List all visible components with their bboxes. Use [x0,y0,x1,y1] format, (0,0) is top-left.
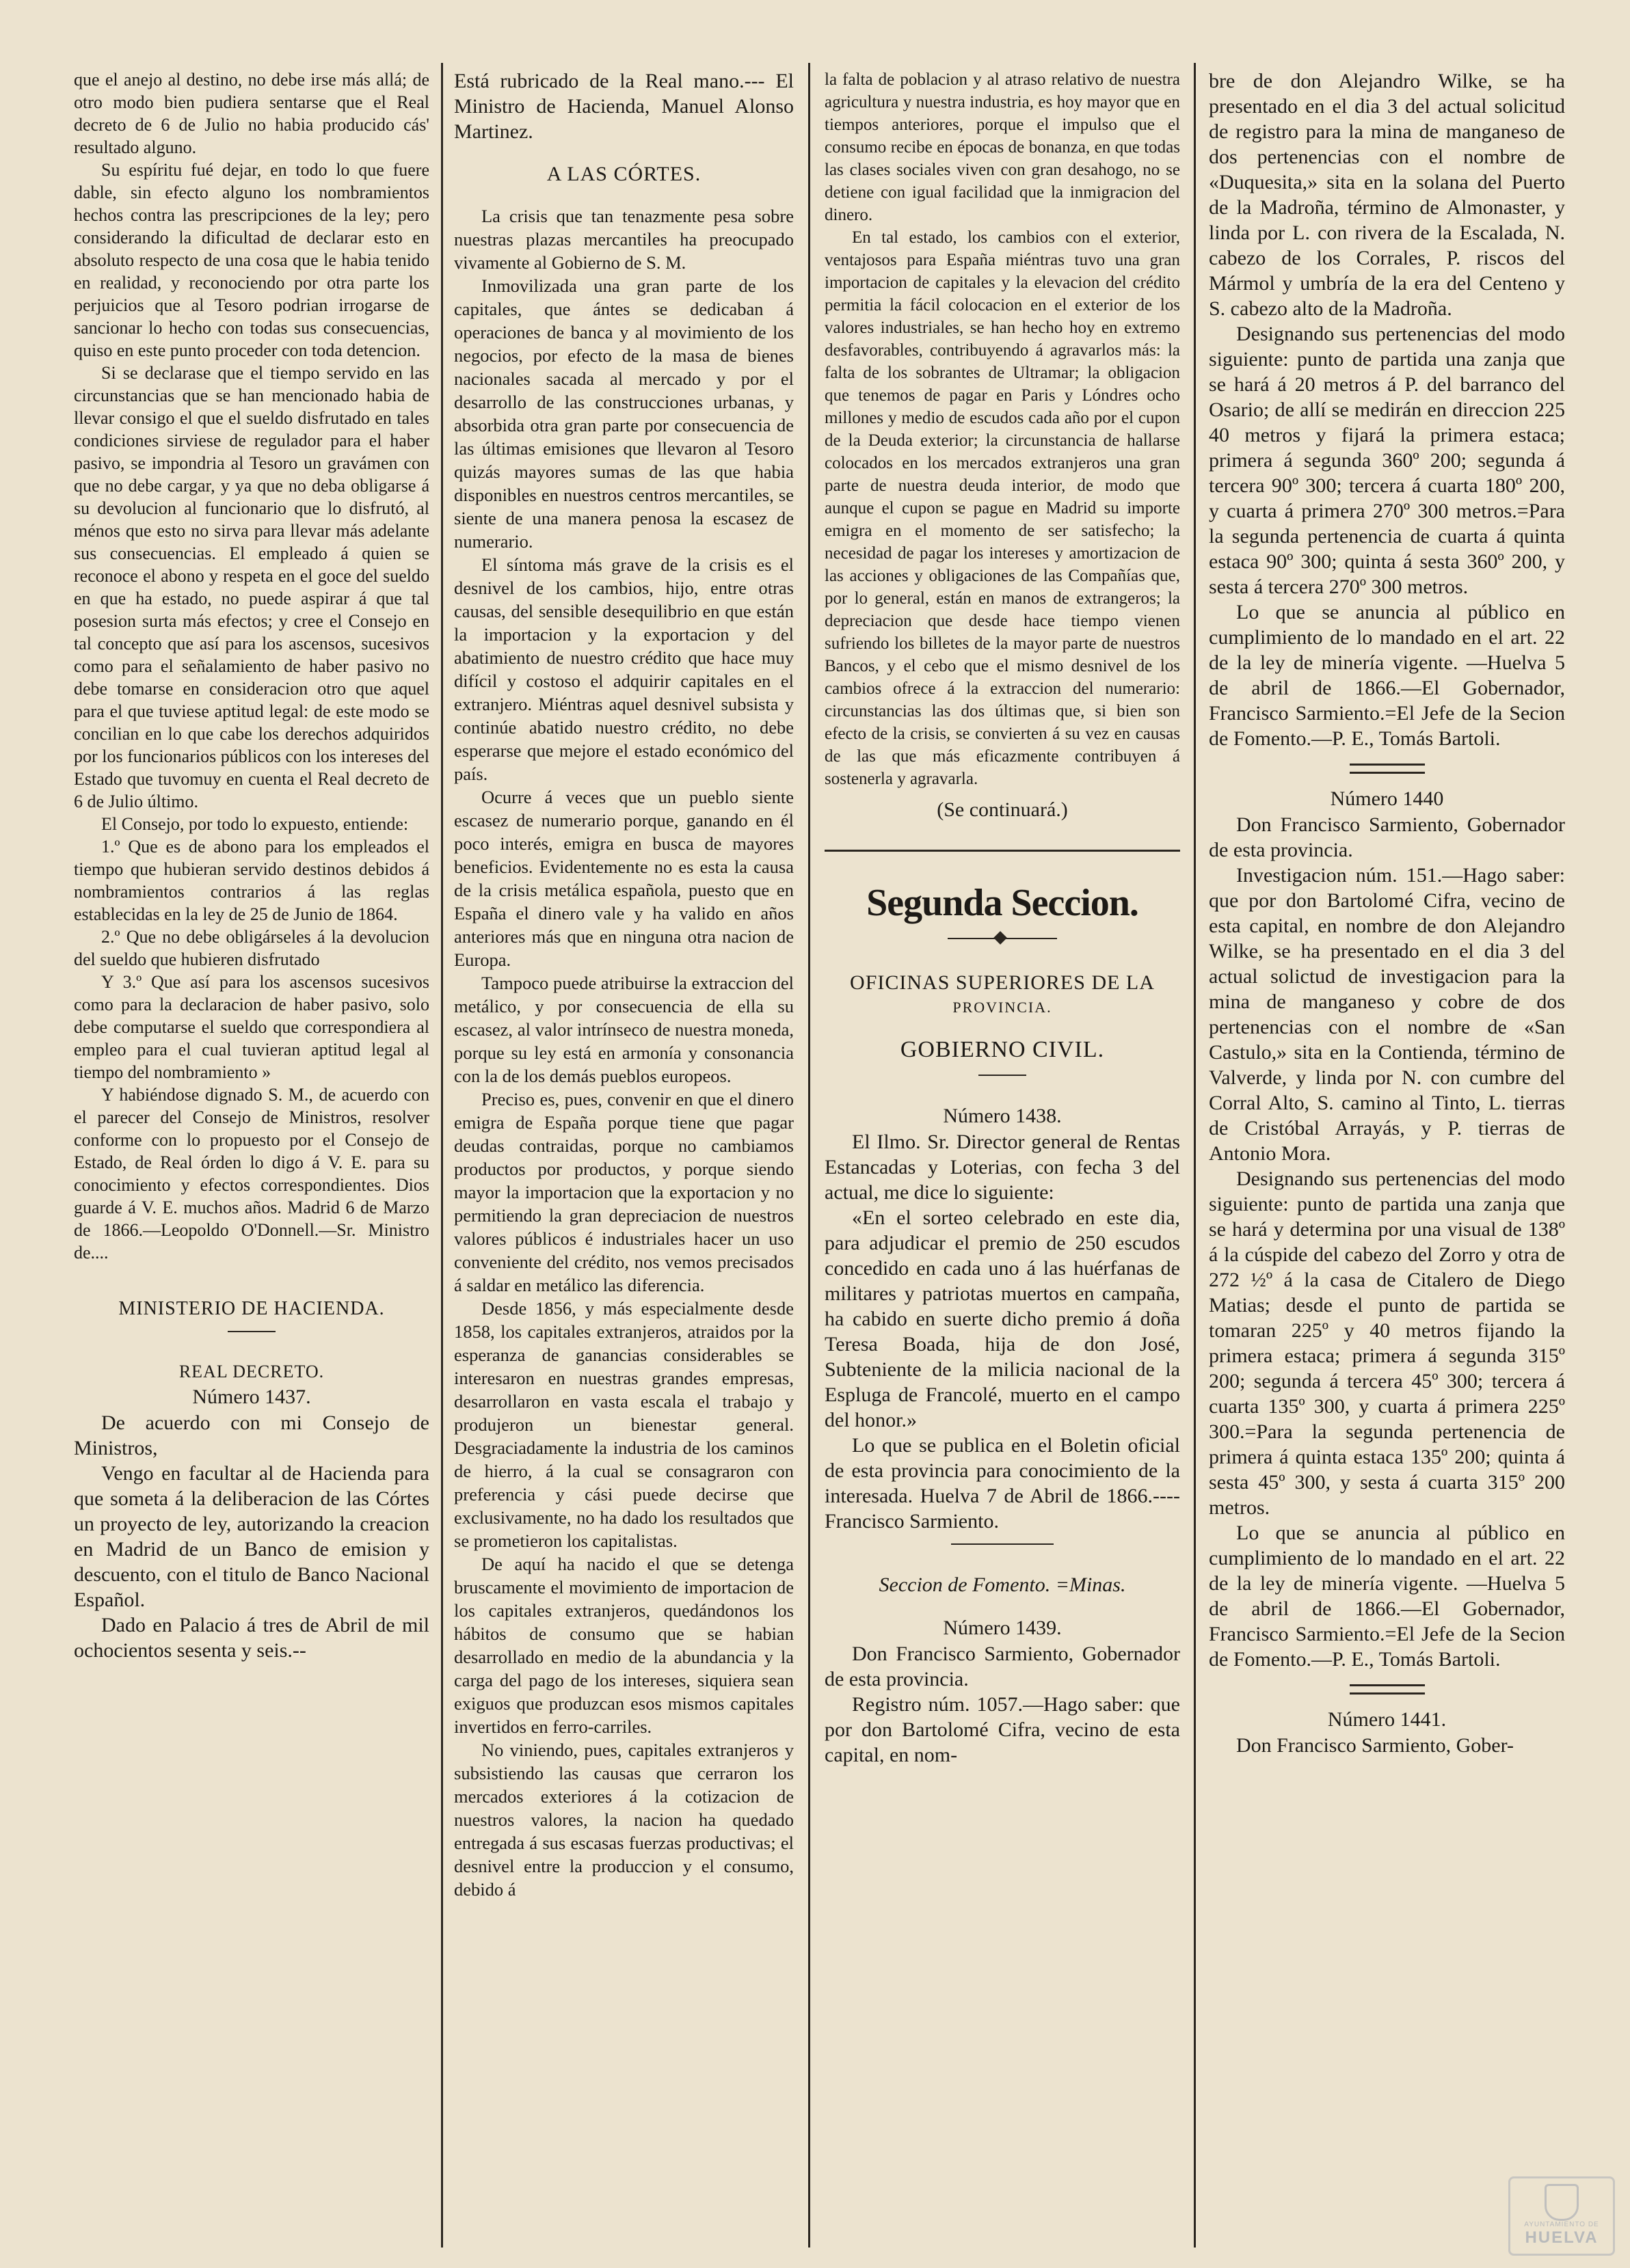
paragraph: Don Francisco Sarmiento, Gobernador de esta provincia. [825,1643,1180,1690]
paragraph: En tal estado, los cambios con el exterior, ventajosos para España miéntras tuvo una gran importacion de capitales y la elevacion del crédito permitia la fácil colocacion en el exterior de los valores industriales, se han hecho hoy en extremo desfavorables, contribuyendo á agravarlos más: la falta de los sobrantes de Ultramar; la obligacion que tenemos de pagar en Paris y Lóndres ocho millones y medio de escudos cada año por el cupon de la Deuda exterior; la circunstancia de hallarse colocados en los mercados extranjeros una gran parte de nuestra deuda interior, de modo que aunque el cupon se pague en Madrid su importe emigra en el momento de ser satisfecho; la necesidad de pagar los intereses y amortizacion de las acciones y obligaciones de las Compañías que, por lo general, están en manos de extrangeros; la depreciacion que desde hace tiempo vienen sufriendo los billetes de la mayor parte de nuestros Bancos, y el cebo que el mismo desnivel de los cambios ofrece á la extraccion del numerario: circunstancias las dos últimas que, si bien son efecto de la crisis, se convierten á su vez en causas de las que más eficazmente contribuyen á sostenerla y agravarla. [825,228,1180,788]
province-heading: PROVINCIA. [952,999,1052,1016]
paragraph: 1.º Que es de abono para los empleados el tiempo que hubieran servido destinos debidos á nombramientos contrarios á las reglas establecidas en la ley de 25 de Junio de 1864. [74,837,429,924]
paragraph: Investigacion núm. 151.—Hago saber: que por don Bartolomé Cifra, vecino de esta capital, en nombre de don Alejandro Wilke, se ha presentado en el dia 3 del actual solictud de investigacion para la mina de manganeso y cobre de dos pertenencias con el nombre de «San Castulo,» sita en la Contienda, término de Valverde, y linda por N. con cumbre del Corral Alto, S. camino al Tinto, L. tierras de Cristóbal Arrayás, y P. tierras de Antonio Mora. [1209,864,1565,1165]
paragraph: No viniendo, pues, capitales extranjeros y subsistiendo las causas que cerraron los mercados exteriores á la cotizacion de nuestros valores, la nacion ha quedado entregada á sus escasas fuerzas productivas; el desnivel entre la produccion y el consumo, debido á [454,1740,794,1900]
separator [978,1075,1026,1076]
paragraph: 2.º Que no debe obligárseles á la devolucion del sueldo que hubieren disfrutado [74,927,429,969]
paragraph: La crisis que tan tenazmente pesa sobre nuestras plazas mercantiles ha preocupado vivamente al Gobierno de S. M. [454,206,794,273]
paragraph: Registro núm. 1057.—Hago saber: que por don Bartolomé Cifra, vecino de esta capital, en nom- [825,1693,1180,1766]
paragraph: Lo que se publica en el Boletin oficial de esta provincia para conocimiento de la interesada. Huelva 7 de Abril de 1866.----Francisco Sarmiento. [825,1434,1180,1533]
paragraph: Ocurre á veces que un pueblo siente escasez de numerario porque, ganando en él poco interés, emigra en busca de mayores beneficios. Evidentemente no es esta la causa de la crisis metálica española, puesto que en España el dinero vale y ha valido en años anteriores más que en ninguna otra nacion de Europa. [454,787,794,970]
paragraph: Don Francisco Sarmiento, Gobernador de esta provincia. [1209,813,1565,861]
paragraph: bre de don Alejandro Wilke, se ha presentado en el dia 3 del actual solicitud de registro para la mina de manganeso de dos pertenencias con el nombre de «Duquesita,» sita en la solana del Puerto de la Madroña, término de Almonaster, y linda por L. con rivera de la Escalada, N. cabezo de los Corrales, P. riscos del Mármol y umbría de la era del Centeno y S. cabezo alto de la Madroña. [1209,70,1565,320]
paragraph: De aquí ha nacido el que se detenga bruscamente el movimiento de importacion de los capitales extranjeros, quedándonos los hábitos de consumo que se habian desarrollado en medio de la abundancia y la carga del pago de los intereses, siquiera sean exiguos que produzcan esos mismos capitales invertidos en ferro-carriles. [454,1554,794,1737]
paragraph: Desde 1856, y más especialmente desde 1858, los capitales extranjeros, atraidos por la esperanza de ganancias considerables se interesaron en nuestras grandes empresas, desarrollaron en vasta escala el trabajo y produjeron un bienestar general. Desgraciadamente la industria de los caminos de hierro, á la cual se consagraron con preferencia y cási puede decirse que exclusivamente, no ha dado los resultados que se prometieron los capitalistas. [454,1298,794,1551]
paragraph: Dado en Palacio á tres de Abril de mil ochocientos sesenta y seis.-- [74,1614,429,1662]
paragraph: Designando sus pertenencias del modo siguiente: punto de partida una zanja que se hará á 20 metros á P. del barranco del Osario; de allí se medirán en direccion 225 40 metros y fijará la primera estaca; primera á segunda 360º 200; segunda á tercera 90º 300; tercera á cuarta 180º 200, y cuarta á primera 270º 300 metros.=Para la segunda pertenencia de cuarta á quinta estaca 90º 300; quinta á sesta 360º 200, y sesta á tercera 270º 300 metros. [1209,323,1565,598]
paragraph: Si se declarase que el tiempo servido en las circunstancias que se han mencionado habia de llevar consigo el que el sueldo disfrutado en tales condiciones sirviese de regulador para el haber pasivo, se impondria al Tesoro un gravámen con que no debe cargar, y ya que no deba obligarse á su devolucion al funcionario que lo disfrutó, al ménos que esto no sirva para llevar más adelante sus consecuencias. El empleado á quien se reconoce el abono y respeta en el goce del sueldo en que ha estado, no puede aspirar á que tal posesion surta más efectos; y cree el Consejo en tal concepto que así para los ascensos, sucesivos como para el señalamiento de haber pasivo no debe tomarse en consideracion otro que aquel para el que tuviese aptitud legal: de este modo se concilian en lo que cabe los derechos adquiridos por los funcionarios públicos con los intereses del Estado que tuvomuy en cuenta el Real decreto de 6 de Julio último. [74,363,429,811]
separator [228,1331,276,1332]
column-3 [825,68,1180,2247]
paragraph: Está rubricado de la Real mano.--- El Ministro de Hacienda, Manuel Alonso Martinez. [454,70,794,143]
fomento-heading: Seccion de Fomento. =Minas. [879,1574,1126,1596]
ministry-heading: MINISTERIO DE HACIENDA. [118,1298,385,1319]
column-2 [454,68,794,2247]
column-rule [1194,63,1196,2247]
column-rule [441,63,443,2247]
section-divider [825,850,1180,852]
crest-icon [1545,2184,1579,2221]
double-separator [1350,764,1425,774]
double-separator [1350,1684,1425,1695]
paragraph: Lo que se anuncia al público en cumplimiento de lo mandado en el art. 22 de la ley de minería vigente. —Huelva 5 de abril de 1866.—El Gobernador, Francisco Sarmiento.=El Jefe de la Secion de Fomento.—P. E., Tomás Bartoli. [1209,601,1565,750]
separator [951,1543,1054,1545]
paragraph: Inmovilizada una gran parte de los capitales, que ántes se dedicaban á operaciones de banca y al movimiento de los negocios, por efecto de la masa de bienes nacionales sacada al mercado y por el desarrollo de las construcciones urbanas, y absorbida otra gran parte por consecuencia de las últimas emisiones que llevaron al Tesoro quizás mayores sumas de las que habia disponibles en nuestros centros mercantiles, se siente de una manera penosa la escasez de numerario. [454,275,794,552]
ornament-divider [948,936,1057,941]
stamp-text: AYUNTAMIENTO DE [1524,2221,1599,2228]
paragraph: Su espíritu fué dejar, en todo lo que fuere dable, sin efecto alguno los nombramientos hechos contra las prescripciones de la ley; pero considerando la dificultad de declarar esto en absoluto respecto de una cosa que le habia tenido en realidad, y reconociendo por otra parte los perjuicios que al Tesoro podrian irrogarse de sancionar lo hecho con todas sus consecuencias, quiso en este punto proceder con toda detencion. [74,160,429,360]
paragraph: Y habiéndose dignado S. M., de acuerdo con el parecer del Consejo de Ministros, resolver conforme con lo propuesto por el Consejo de Estado, de Real órden lo digo á V. E. para su conocimiento y efectos correspondientes. Dios guarde á V. E. muchos años. Madrid 6 de Marzo de 1866.—Leopoldo O'Donnell.—Sr. Ministro de.... [74,1085,429,1263]
paragraph: Tampoco puede atribuirse la extraccion del metálico, y por consecuencia de ella su escasez, al valor intrínseco de nuestra moneda, porque su ley está en armonía y consonancia con la de los demás pueblos europeos. [454,973,794,1086]
paragraph: Designando sus pertenencias del modo siguiente: punto de partida una zanja que se hará y determina por una visual de 138º á la cúspide del cabezo del Zorro y otra de 272 ½º á la casa de Citalero de Diego Matias; desde el punto de partida se tomaran 225º y 40 metros fijando la primera estaca; primera á segunda 315º 200; segunda á tercera 45º 300; tercera á cuarta 135º 300, y cuarta á primera 225º 300.=Para la segunda pertenencia de primera á quinta estaca 135º 200; quinta á sesta 45º 300, y sesta á cuarta 315º 200 metros. [1209,1167,1565,1519]
paragraph: Don Francisco Sarmiento, Gober- [1236,1734,1514,1757]
section-heading: A LAS CÓRTES. [546,163,702,185]
paragraph: que el anejo al destino, no debe irse más allá; de otro modo bien pudiera sentarse que el Real decreto de 6 de Julio no habia producido cás' resultado alguno. [74,70,429,157]
gobierno-heading: GOBIERNO CIVIL. [900,1037,1105,1062]
entry-number: Número 1440 [1330,787,1444,810]
paragraph: El síntoma más grave de la crisis es el desnivel de los cambios, hijo, entre otras causas, del sensible desequilibrio en que están la importacion y la exportacion y del abatimiento de nuestro crédito que hace muy difícil y costoso el adquirir capitales en el extranjero. Miéntras aquel desnivel subsista y continúe abatido nuestro crédito, no debe esperarse que mejore el estado económico del país. [454,554,794,784]
entry-number: Número 1439. [943,1617,1062,1639]
paragraph: El Ilmo. Sr. Director general de Rentas Estancadas y Loterias, con fecha 3 del actual, me dice lo siguiente: [825,1131,1180,1204]
entry-number: Número 1438. [943,1105,1062,1127]
entry-number: Número 1437. [192,1386,311,1408]
column-rule [808,63,810,2247]
archive-stamp [1508,2176,1615,2256]
column-4 [1209,68,1565,2247]
entry-number: Número 1441. [1327,1708,1447,1731]
decree-heading: REAL DECRETO. [178,1362,325,1381]
paragraph: Y 3.º Que así para los ascensos sucesivos como para la declaracion de haber pasivo, solo debe computarse el sueldo que correspondiera al empleo para el cual tuvieran aptitud legal al tiempo del nombramiento » [74,972,429,1082]
paragraph: Vengo en facultar al de Hacienda para que someta á la deliberacion de las Córtes un proyecto de ley, autorizando la creacion en Madrid de un Banco de emision y descuento, con el titulo de Banco Nacional Español. [74,1462,429,1611]
paragraph: Preciso es, pues, convenir en que el dinero emigra de España porque tiene que pagar deudas contraidas, porque no cambiamos productos por productos, y porque siendo mayor la importacion que la exportacion y no permitiendo la gran depreciacion de nuestros valores públicos é industriales hacer un uso conveniente del crédito, nos vemos precisados á saldar en metálico las diferencia. [454,1089,794,1295]
paragraph: «En el sorteo celebrado en este dia, para adjudicar el premio de 250 escudos concedido en cada uno á las huérfanas de militares y patriotas muertos en campaña, ha cabido en suerte dicho premio á doña Teresa Boada, hija de don José, Subteniente de la milicia nacional de la Espluga de Francolé, muerto en el campo del honor.» [825,1206,1180,1431]
paragraph: El Consejo, por todo lo expuesto, entiende: [101,814,409,834]
column-1 [74,68,429,2247]
stamp-text: HUELVA [1525,2228,1599,2247]
paragraph: la falta de poblacion y al atraso relativo de nuestra agricultura y nuestra industria, es hoy mayor que en tiempos anteriores, porque el impulso que el consumo recibe en épocas de bonanza, en que todas las clases sociales viven con gran desahogo, no se detiene con igual facilidad que la inmigracion del dinero. [825,70,1180,224]
continuation-note: (Se continuará.) [937,798,1068,821]
section-title: Segunda Seccion. [866,882,1138,924]
paragraph: De acuerdo con mi Consejo de Ministros, [74,1412,429,1459]
offices-heading: OFICINAS SUPERIORES DE LA [850,971,1155,994]
paragraph: Lo que se anuncia al público en cumplimiento de lo mandado en el art. 22 de la ley de minería vigente. —Huelva 5 de abril de 1866.—El Gobernador, Francisco Sarmiento.=El Jefe de la Secion de Fomento.—P. E., Tomás Bartoli. [1209,1522,1565,1671]
